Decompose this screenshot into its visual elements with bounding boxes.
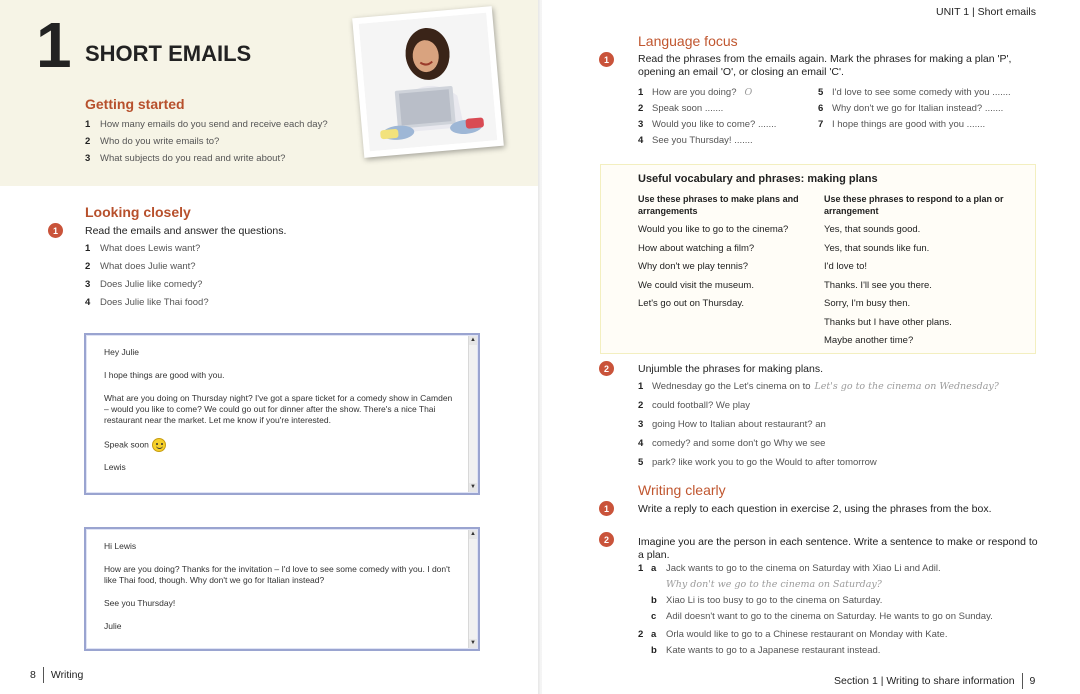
vocabulary-title: Useful vocabulary and phrases: making plans [638, 173, 878, 185]
list-item: 1 Wednesday go the Let's cinema on to Let's go to the cinema on Wednesday? [638, 381, 999, 392]
phrase: How about watching a film? [638, 242, 755, 254]
smiley-icon [152, 438, 166, 452]
respond-column [824, 193, 1004, 354]
unit-title: SHORT EMAILS [85, 41, 252, 66]
list-item: 5 park? like work you to go the Would to after tomorrow [638, 457, 877, 468]
email-greeting: Hi Lewis [104, 541, 137, 551]
task-number-badge: 1 [48, 223, 63, 238]
language-focus-heading: Language focus [638, 33, 738, 49]
task-number-badge: 2 [599, 361, 614, 376]
phrase: Yes, that sounds good. [824, 224, 921, 235]
footer-divider [1022, 673, 1023, 689]
right-page [542, 0, 1080, 694]
handwritten-answer: O [744, 87, 753, 98]
footer-label: Section 1 | Writing to share information [834, 675, 1015, 687]
email-sender-name: Julie [104, 621, 122, 631]
task-instruction: Imagine you are the person in each sentence. Write a sentence to make or respond to a plan. [638, 536, 1038, 561]
student-with-laptop-image [359, 13, 498, 152]
list-item: 3 going How to Italian about restaurant? an [638, 419, 826, 430]
page-number: 8 [30, 669, 36, 681]
student-photo [352, 6, 504, 158]
unit-number: 1 [36, 9, 70, 81]
phrase: Thanks. I'll see you there. [824, 279, 932, 291]
list-item: 7 I hope things are good with you ....... [818, 119, 986, 130]
list-item: 3 What subjects do you read and write about? [85, 153, 286, 164]
task-instruction: Read the phrases from the emails again. Mark the phrases for making a plan 'P', opening an email 'O', or closing an email 'C'. [638, 53, 1012, 78]
list-item [638, 579, 993, 595]
email-paragraph: I hope things are good with you. [104, 370, 225, 380]
getting-started-heading: Getting started [85, 96, 185, 112]
email-from-julie[interactable] [84, 527, 480, 651]
list-item: 1 How many emails do you send and receive each day? [85, 119, 328, 130]
email-paragraph: How are you doing? Thanks for the invitation – I'd love to see some comedy with you. I don't like Thai food, though. Why don't we go for Italian instead? [104, 564, 451, 585]
page-footer [834, 673, 1035, 689]
task-instruction: Write a reply to each question in exercise 2, using the phrases from the box. [638, 503, 992, 515]
scroll-down-icon[interactable]: ▼ [470, 484, 476, 490]
vocabulary-box [600, 164, 1036, 354]
list-item: 4 comedy? and some don't go Why we see [638, 438, 826, 449]
phrase: Why don't we play tennis? [638, 261, 749, 272]
task-number-badge: 2 [599, 532, 614, 547]
handwritten-answer: Let's go to the cinema on Wednesday? [814, 381, 999, 392]
list-item: 1 How are you doing? O [638, 87, 753, 98]
list-item: 4 Does Julie like Thai food? [85, 297, 209, 308]
make-plans-column [638, 193, 818, 317]
getting-started-list [85, 119, 328, 170]
email-sender-name: Lewis [104, 462, 126, 472]
phrase: We could visit the museum. [638, 279, 754, 291]
email-signoff: See you Thursday! [104, 598, 176, 608]
email-signoff: Speak soon [104, 438, 456, 452]
list-item: 1 What does Lewis want? [85, 243, 201, 254]
looking-closely-list [85, 243, 209, 315]
looking-closely-heading: Looking closely [85, 204, 191, 220]
email-paragraph: What are you doing on Thursday night? I've got a spare ticket for a comedy show in Camden – would you like to come? We could go out for dinner after the show. There's a nice Thai restaurant near the market. Let me know if you're interested. [104, 393, 453, 425]
phrase: Yes, that sounds like fun. [824, 242, 930, 254]
list-item: 4 See you Thursday! ....... [638, 135, 753, 146]
scrollbar[interactable] [468, 336, 477, 492]
phrase-list-col1 [638, 87, 776, 151]
phrase-list-col2 [818, 87, 1011, 135]
writing-task-list [638, 563, 993, 661]
email-greeting: Hey Julie [104, 347, 139, 357]
email-body [104, 541, 456, 644]
phrase: Would you like to go to the cinema? [638, 224, 789, 235]
task-instruction: Read the emails and answer the questions. [85, 225, 287, 237]
column-header: Use these phrases to make plans and arrangements [638, 194, 799, 216]
task-instruction: Unjumble the phrases for making plans. [638, 363, 824, 375]
list-item: 2 Who do you write emails to? [85, 136, 220, 147]
handwritten-answer: Why don't we go to the cinema on Saturday? [666, 579, 882, 590]
list-item: 3 Would you like to come? ....... [638, 119, 777, 130]
list-item: 1 a Jack wants to go to the cinema on Saturday with Xiao Li and Adil. [638, 563, 941, 574]
phrase: Maybe another time? [824, 335, 914, 346]
list-item: b Kate wants to go to a Japanese restaurant instead. [651, 645, 881, 656]
scroll-up-icon[interactable]: ▲ [470, 337, 476, 343]
column-header: Use these phrases to respond to a plan or arrangement [824, 194, 1004, 216]
footer-label: Writing [50, 669, 84, 681]
list-item: 2 What does Julie want? [85, 261, 196, 272]
phrase: Let's go out on Thursday. [638, 298, 745, 309]
footer-divider [43, 667, 44, 683]
list-item: 2 Speak soon ....... [638, 103, 724, 114]
scroll-up-icon[interactable]: ▲ [470, 531, 476, 537]
list-item: 2 a Orla would like to go to a Chinese restaurant on Monday with Kate. [638, 629, 948, 640]
task-number-badge: 1 [599, 501, 614, 516]
list-item: b Xiao Li is too busy to go to the cinema on Saturday. [651, 595, 883, 606]
list-item: 5 I'd love to see some comedy with you ....... [818, 87, 1011, 98]
scrollbar[interactable] [468, 530, 477, 648]
writing-clearly-heading: Writing clearly [638, 482, 726, 498]
phrase: Sorry, I'm busy then. [824, 298, 911, 309]
email-body [104, 347, 456, 485]
unjumble-list [638, 381, 999, 476]
list-item: c Adil doesn't want to go to the cinema on Saturday. He wants to go on Sunday. [651, 611, 993, 622]
phrase: Thanks but I have other plans. [824, 316, 952, 328]
list-item: 6 Why don't we go for Italian instead? ....... [818, 103, 1004, 114]
page-number: 9 [1029, 675, 1036, 687]
phrase: I'd love to! [824, 261, 868, 272]
email-from-lewis[interactable] [84, 333, 480, 495]
list-item: 3 Does Julie like comedy? [85, 279, 203, 290]
task-number-badge: 1 [599, 52, 614, 67]
list-item: 2 could football? We play [638, 400, 751, 411]
page-footer [30, 667, 83, 683]
running-header: UNIT 1 | Short emails [936, 6, 1036, 18]
scroll-down-icon[interactable]: ▼ [470, 640, 476, 646]
